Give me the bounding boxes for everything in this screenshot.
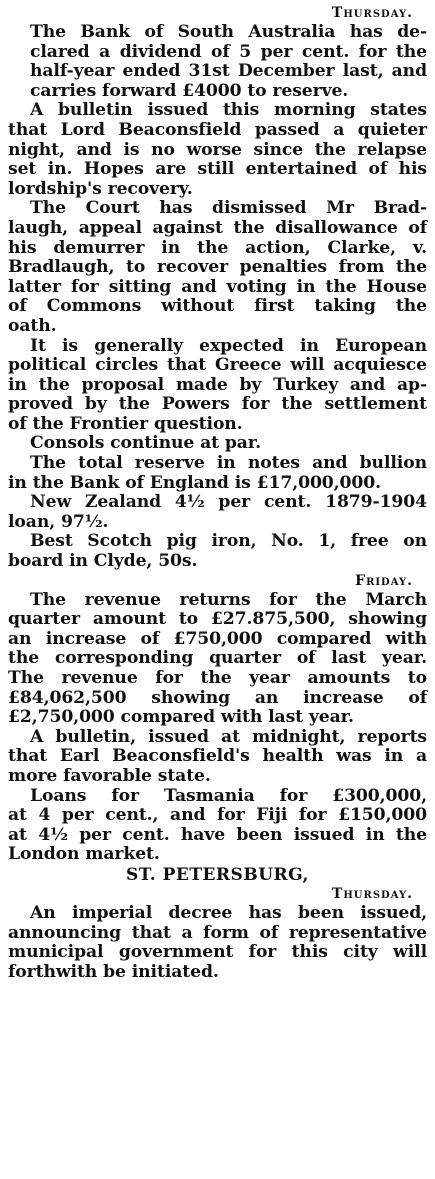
text-line: in the Bank of England is £17,000,000. — [8, 472, 382, 493]
text-line: municipal government for this city will — [8, 942, 427, 963]
text-line: announcing that a form of representative — [8, 922, 427, 943]
text-line: clared a dividend of 5 per cent. for the — [30, 41, 427, 62]
text-line: quarter amount to £27.875,500, showing — [8, 609, 427, 630]
text-line: An imperial decree has been issued, — [30, 902, 427, 923]
text-line: at 4 per cent., and for Fiji for £150,000 — [8, 805, 427, 826]
placeline-st-petersburg: ST. PETERSBURG, — [126, 864, 309, 885]
text-line: night, and is no worse since the relapse — [8, 139, 427, 160]
text-line: loan, 97½. — [8, 511, 109, 532]
text-line: Bradlaugh, to recover penalties from the — [8, 257, 427, 278]
dateline-thursday-st-petersburg: Thursday. — [331, 885, 413, 902]
paragraph-beaconsfield-bulletin — [8, 101, 427, 199]
paragraph-greece-frontier — [8, 337, 427, 435]
paragraph-imperial-decree — [8, 904, 427, 982]
text-line: the corresponding quarter of last year. — [8, 648, 427, 669]
paragraph-bank-of-england-reserve — [8, 454, 427, 493]
text-line: that Lord Beaconsfield passed a quieter — [8, 119, 427, 140]
text-line: half-year ended 31st December last, and — [30, 61, 427, 82]
text-line: New Zealand 4½ per cent. 1879-1904 — [30, 492, 427, 513]
text-line: £2,750,000 compared with last year. — [8, 707, 354, 728]
paragraph-bank-south-australia — [8, 23, 427, 101]
text-line: latter for sitting and voting in the House — [8, 276, 427, 297]
text-line: The Bank of South Australia has de- — [30, 22, 427, 42]
text-line: Loans for Tasmania for £300,000, — [30, 785, 427, 806]
text-line: forthwith be initiated. — [8, 961, 219, 982]
text-line: political circles that Greece will acquiesce — [8, 355, 427, 376]
text-line: £84,062,500 showing an increase of — [8, 687, 427, 708]
text-line: an increase of £750,000 compared with — [8, 628, 427, 649]
text-line: laugh, appeal against the disallowance of — [8, 217, 427, 238]
text-line: It is generally expected in European — [30, 335, 427, 356]
text-line: in the proposal made by Turkey and ap- — [8, 374, 427, 395]
paragraph-new-zealand-loan — [8, 493, 427, 532]
text-line: of Commons without first taking the — [8, 296, 427, 317]
paragraph-midnight-bulletin — [8, 728, 427, 787]
text-line: at 4½ per cent. have been issued in the — [8, 824, 427, 845]
text-line: The revenue returns for the March — [30, 589, 427, 610]
paragraph-consols — [8, 434, 427, 454]
text-line: board in Clyde, 50s. — [8, 551, 198, 572]
paragraph-scotch-pig-iron — [8, 532, 427, 571]
text-line: oath. — [8, 315, 57, 336]
text-line: London market. — [8, 844, 160, 865]
news-column — [8, 4, 427, 982]
text-line: of the Frontier question. — [8, 413, 243, 434]
text-line: his demurrer in the action, Clarke, v. — [8, 237, 427, 258]
text-line: The total reserve in notes and bullion — [30, 453, 427, 474]
paragraph-revenue-returns — [8, 591, 427, 728]
paragraph-tasmania-fiji-loans — [8, 787, 427, 865]
text-line: carries forward £4000 to reserve. — [30, 80, 349, 101]
text-line: A bulletin, issued at midnight, reports — [30, 726, 427, 747]
text-line: The Court has dismissed Mr Brad- — [30, 198, 427, 219]
text-line: set in. Hopes are still entertained of his — [8, 159, 427, 180]
dateline-friday: Friday. — [355, 572, 413, 589]
dateline-thursday: Thursday. — [331, 5, 413, 21]
text-line: proved by the Powers for the settlement — [8, 394, 427, 415]
text-line: Consols continue at par. — [30, 433, 262, 454]
text-line: Best Scotch pig iron, No. 1, free on — [30, 531, 427, 552]
text-line: A bulletin issued this morning states — [30, 100, 427, 121]
text-line: that Earl Beaconsfield's health was in a — [8, 746, 427, 767]
text-line: The revenue for the year amounts to — [8, 668, 427, 688]
text-line: more favorable state. — [8, 765, 211, 786]
paragraph-bradlaugh-appeal — [8, 199, 427, 336]
text-line: lordship's recovery. — [8, 178, 193, 199]
